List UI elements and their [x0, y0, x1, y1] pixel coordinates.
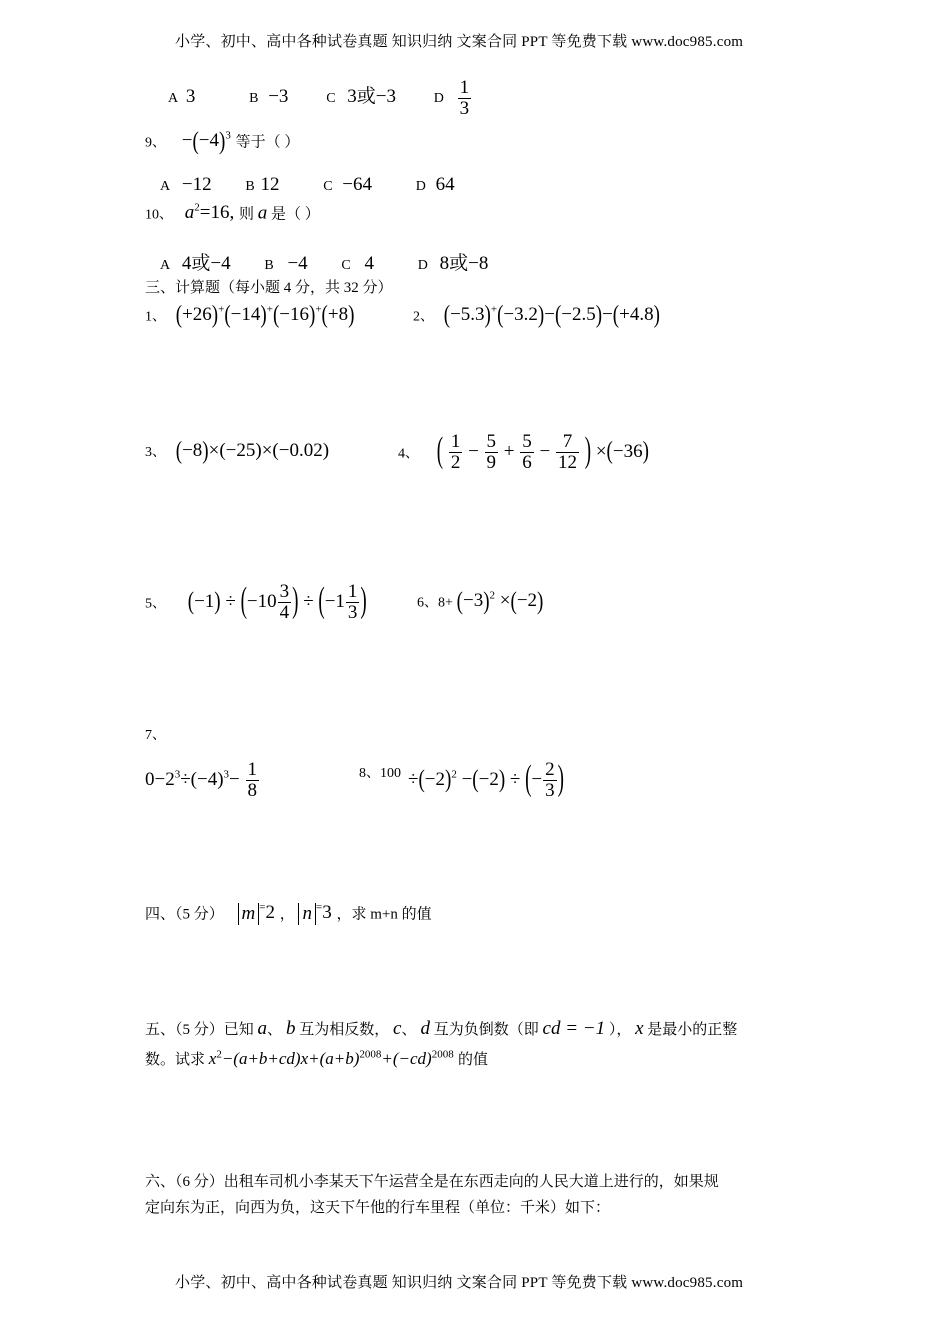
page-footer: 小学、初中、高中各种试卷真题 知识归纳 文案合同 PPT 等免费下载 www.doc985.com: [175, 1275, 744, 1291]
q9-options: A −12 B 12 C −64 D 64: [160, 174, 455, 195]
section-5-line-2: 数。试求 $x^2-(a+b+cd)x+(a+b)^{2008}+(-cd)^{2008}$ 的值: [145, 1048, 488, 1068]
q10-equation: $a^2=16$,: [184, 202, 235, 224]
q8-options: A 3 B −3 C 3或−3 D $\frac{1}{3}$: [168, 77, 470, 119]
section-6-line-2: 定向东为正，向西为负，这天下午他的行车里程（单位：千米）如下：: [145, 1200, 611, 1216]
problem-3: 3、 (−8)×(−25)×(−0.02): [145, 436, 330, 466]
question-9: 9、 $-(-4)^3$ 等于（ ）: [145, 127, 300, 156]
problem-8-number: 8、100: [359, 766, 401, 781]
q8-d-fraction: $\frac{1}{3}$: [459, 77, 470, 119]
page-header: 小学、初中、高中各种试卷真题 知识归纳 文案合同 PPT 等免费下载 www.doc985.com: [175, 34, 744, 50]
problem-4: 4、 ( $\frac{1}{2}$ − $\frac{5}{9}$ + $\frac{5}{6}$ − $\frac{7}{12}$ ) ×(−36): [398, 431, 649, 473]
problem-5: 5、 (−1) ÷ (−10 $\frac{3}{4}$ ) ÷ (−1 $\frac{1}{3}$ ): [145, 581, 367, 623]
problem-6: 6、$8+ (-3)^2 \times(-2)$: [417, 587, 544, 616]
section-3-title: 三、计算题（每小题 4 分，共 32 分）: [145, 280, 393, 296]
q10-options: A 4或−4 B −4 C 4 D 8或−8: [160, 253, 489, 274]
problem-1: 1、 (+26)+(−14)+(−16)+(+8): [145, 301, 355, 330]
section-4: 四、（5 分） m =2 ， n =3 ，求 m+n 的值: [145, 902, 432, 924]
q9-expression: $-(-4)^3$: [181, 127, 231, 156]
problem-7: $0-2^3\div(-4)^3-$ $\frac{1}{8}$: [145, 759, 257, 801]
question-10: 10、 $a^2=16$, 则 a 是（ ）: [145, 202, 320, 224]
problem-7-number: 7、: [145, 728, 166, 743]
problem-2: 2、 (−5.3)+(−3.2)−(−2.5)−(+4.8): [413, 301, 660, 330]
problem-8: $\div(-2)^2 -(-2)$ ÷ (− $\frac{2}{3}$ ): [408, 759, 564, 801]
section-6-line-1: 六、（6 分）出租车司机小李某天下午运营全是在东西走向的人民大道上进行的，如果规: [145, 1174, 719, 1190]
section-5-line-1: 五、（5 分）已知 a、 b 互为相反数， c、 d 互为负倒数（即 cd = −1 ）， x 是最小的正整: [145, 1018, 738, 1039]
